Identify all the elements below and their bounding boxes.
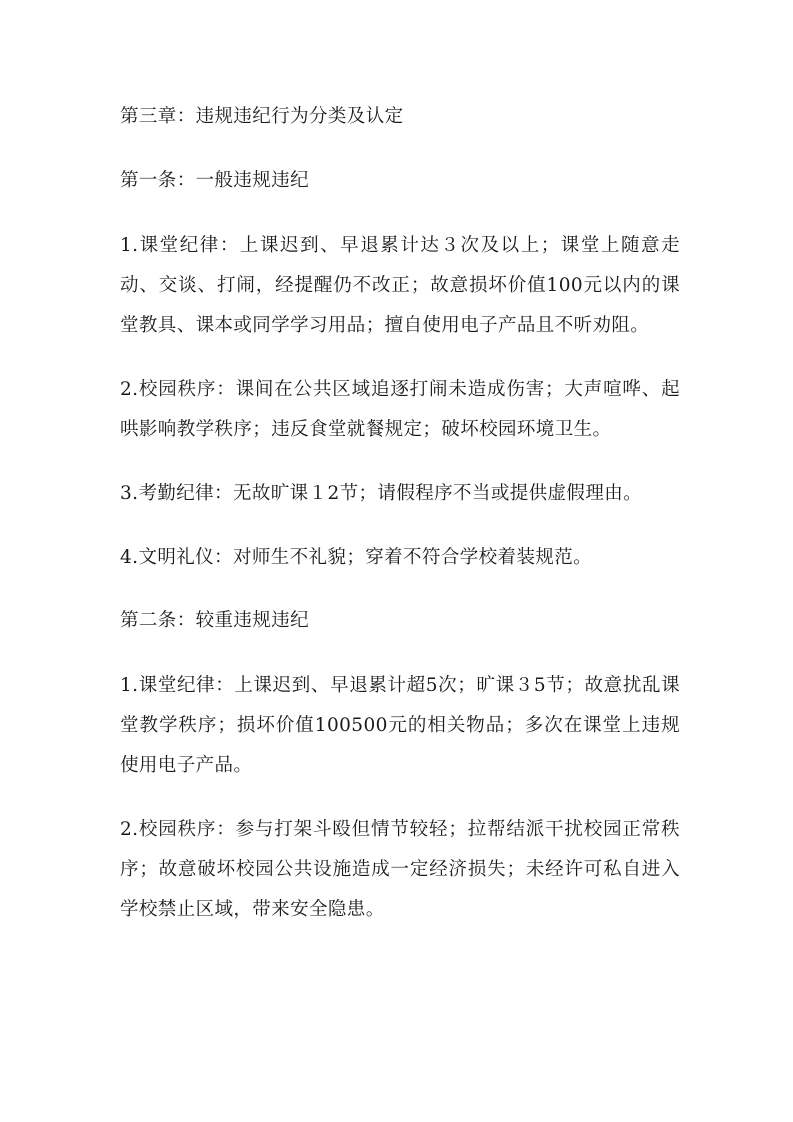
- section-title: 第一条：一般违规违纪: [120, 170, 310, 191]
- chapter-title: 第三章：违规违纪行为分类及认定: [120, 106, 404, 127]
- section-title: 第二条：较重违规违纪: [120, 610, 310, 631]
- paragraph: 3.考勤纪律：无故旷课１2节；请假程序不当或提供虚假理由。: [120, 483, 643, 504]
- paragraph: 2.校园秩序：参与打架斗殴但情节较轻；拉帮结派干扰校园正常秩序；故意破坏校园公共设施造成一定经济损失；未经许可私自进入学校禁止区域，带来安全隐患。: [120, 819, 680, 920]
- document-body: [120, 98, 680, 954]
- paragraph: 2.校园秩序：课间在公共区域追逐打闹未造成伤害；大声喧哗、起哄影响教学秩序；违反食堂就餐规定；破坏校园环境卫生。: [120, 379, 680, 440]
- paragraph: 4.文明礼仪：对师生不礼貌；穿着不符合学校着装规范。: [120, 547, 593, 568]
- paragraph: 1.课堂纪律：上课迟到、早退累计达３次及以上；课堂上随意走动、交谈、打闹，经提醒仍不改正；故意损坏价值100元以内的课堂教具、课本或同学学习用品；擅自使用电子产品且不听劝阻。: [120, 235, 680, 336]
- paragraph: 1.课堂纪律：上课迟到、早退累计超5次；旷课３5节；故意扰乱课堂教学秩序；损坏价值100500元的相关物品；多次在课堂上违规使用电子产品。: [120, 675, 680, 776]
